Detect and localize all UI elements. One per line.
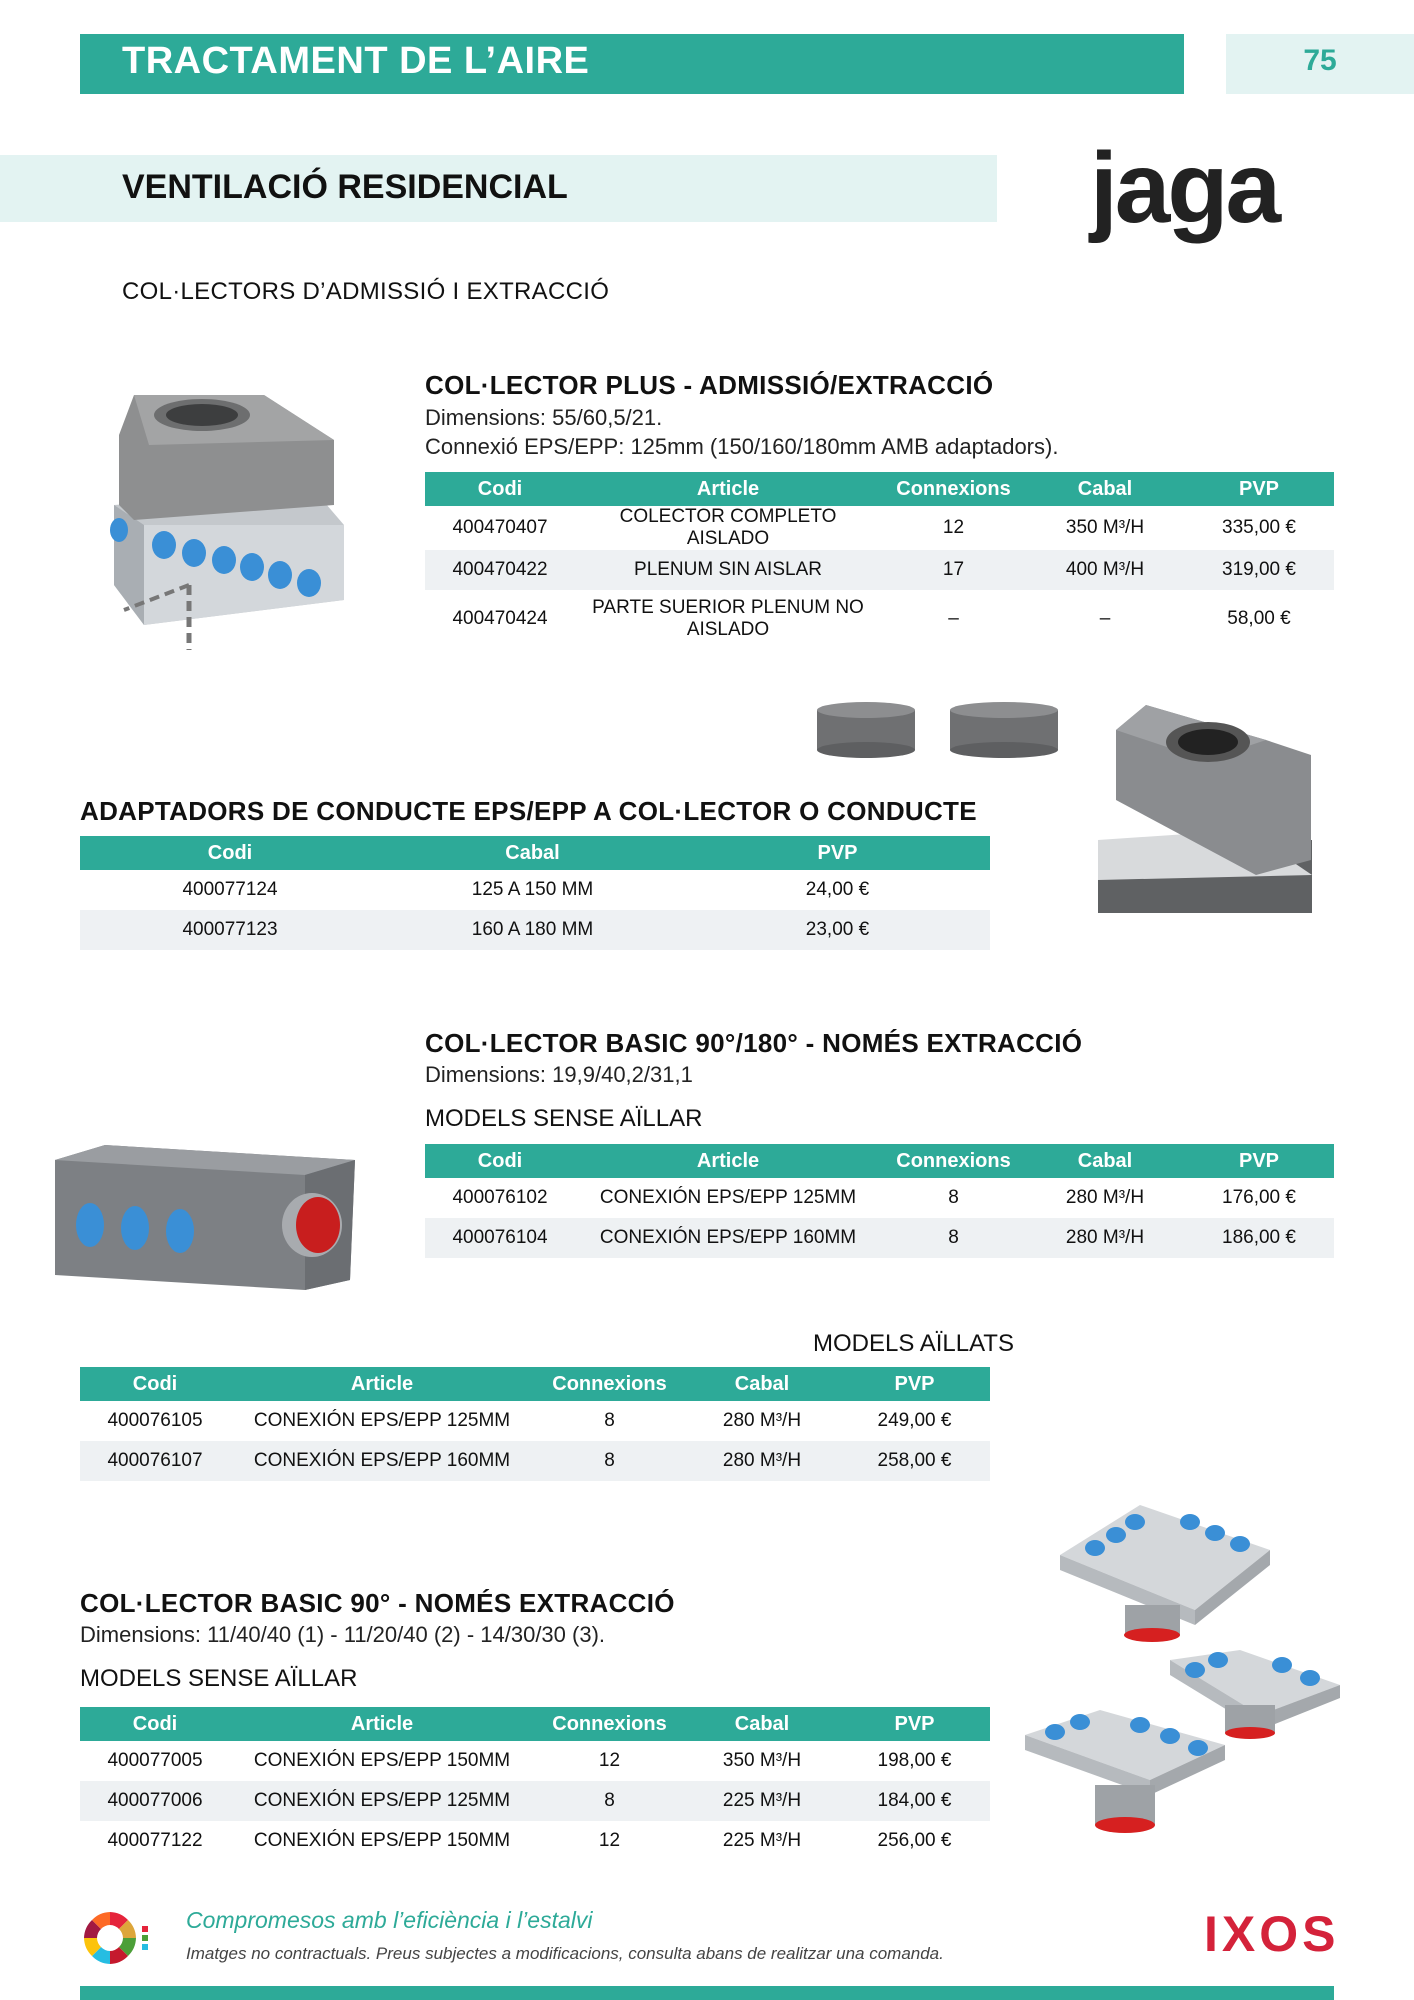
section-title: VENTILACIÓ RESIDENCIAL	[122, 168, 568, 206]
subsection-title: COL·LECTORS D’ADMISSIÓ I EXTRACCIÓ	[122, 278, 610, 305]
cell-flow: 280 M³/H	[722, 1410, 802, 1431]
column-header: Cabal	[1026, 472, 1184, 506]
table-row	[425, 506, 1334, 550]
column-header: PVP	[839, 1707, 990, 1741]
table-row	[80, 1441, 990, 1481]
table-row	[80, 1401, 990, 1441]
column-header: Codi	[80, 1707, 230, 1741]
column-header: Connexions	[881, 472, 1026, 506]
column-header: Connexions	[534, 1707, 685, 1741]
cell-price: 186,00 €	[1184, 1218, 1334, 1258]
cell-price: 319,00 €	[1184, 550, 1334, 590]
product-plus-table	[425, 472, 1334, 648]
column-header: PVP	[685, 836, 990, 870]
cell-code: 400077005	[107, 1750, 203, 1771]
cell-price: 184,00 €	[839, 1781, 990, 1821]
cell-code: 400076105	[107, 1410, 203, 1431]
footer-tagline: Compromesos amb l’eficiència i l’estalvi	[186, 1907, 593, 1933]
cell-code: 400077123	[80, 910, 380, 950]
cell-article: CONEXIÓN EPS/EPP 160MM	[230, 1441, 534, 1481]
collector-plus-image	[74, 385, 364, 655]
table-header-row	[425, 1144, 1334, 1178]
column-header: Codi	[80, 1367, 230, 1401]
column-header: Connexions	[881, 1144, 1026, 1178]
ixos-logo: IXOS	[1204, 1906, 1340, 1962]
table-row	[80, 910, 990, 950]
cell-code: 400077124	[182, 879, 278, 900]
cell-flow: 225 M³/H	[685, 1781, 839, 1821]
cell-price: 23,00 €	[685, 910, 990, 950]
basic-90-180-models-insulated: MODELS AÏLLATS	[813, 1330, 1014, 1357]
cell-flow: –	[1099, 608, 1111, 629]
cell-price: 24,00 €	[805, 879, 870, 900]
page-title: TRACTAMENT DE L’AIRE	[122, 40, 590, 82]
column-header: Cabal	[685, 1707, 839, 1741]
cell-price: 176,00 €	[1222, 1187, 1296, 1208]
cell-connections: 8	[881, 1218, 1026, 1258]
table-row	[80, 1781, 990, 1821]
adapter-rings-image	[812, 700, 1062, 760]
table-row	[425, 1218, 1334, 1258]
cell-connections: –	[948, 608, 959, 629]
cell-article: PLENUM SIN AISLAR	[575, 550, 881, 590]
cell-price: 258,00 €	[839, 1441, 990, 1481]
column-header: Article	[575, 472, 881, 506]
product-plus-dimensions: Dimensions: 55/60,5/21.	[425, 405, 663, 430]
column-header: Codi	[80, 836, 380, 870]
cell-flow: 280 M³/H	[1026, 1218, 1184, 1258]
cell-flow: 160 A 180 MM	[380, 910, 685, 950]
column-header: Cabal	[380, 836, 685, 870]
cell-flow: 400 M³/H	[1026, 550, 1184, 590]
cell-article: CONEXIÓN EPS/EPP 150MM	[253, 1830, 511, 1851]
cell-code: 400470422	[425, 550, 575, 590]
plenum-top-image	[1096, 700, 1316, 915]
basic-90-180-table	[425, 1144, 1334, 1258]
cell-code: 400470407	[452, 517, 548, 538]
cell-price: 58,00 €	[1227, 608, 1291, 629]
cell-article: CONEXIÓN EPS/EPP 150MM	[253, 1750, 511, 1771]
cell-flow: 225 M³/H	[722, 1830, 802, 1851]
cell-article: COLECTOR COMPLETO AISLADO	[619, 506, 837, 549]
footer-bar	[80, 1986, 1334, 2000]
cell-flow: 280 M³/H	[1065, 1187, 1145, 1208]
brand-logo: jaga	[1090, 132, 1279, 244]
page-number: 75	[1303, 44, 1337, 77]
basic-90-models-uninsulated: MODELS SENSE AÏLLAR	[80, 1665, 358, 1692]
basic-90-180-title: COL·LECTOR BASIC 90°/180° - NOMÉS EXTRACCIÓ	[425, 1028, 1083, 1058]
cell-connections: 12	[598, 1830, 621, 1851]
table-row	[80, 1821, 990, 1861]
cell-price: 249,00 €	[877, 1410, 952, 1431]
adapters-title: ADAPTADORS DE CONDUCTE EPS/EPP A COL·LECTOR O CONDUCTE	[80, 796, 977, 826]
column-header: PVP	[1184, 472, 1334, 506]
column-header: Connexions	[534, 1367, 685, 1401]
product-plus-connection: Connexió EPS/EPP: 125mm (150/160/180mm AMB adaptadors).	[425, 434, 1059, 459]
cell-article: CONEXIÓN EPS/EPP 125MM	[230, 1781, 534, 1821]
basic-90-180-insulated-table	[80, 1367, 990, 1481]
basic-90-180-dimensions: Dimensions: 19,9/40,2/31,1	[425, 1062, 693, 1087]
table-header-row	[80, 836, 990, 870]
cell-price: 256,00 €	[877, 1830, 952, 1851]
cell-article: CONEXIÓN EPS/EPP 160MM	[575, 1218, 881, 1258]
column-header: Codi	[425, 1144, 575, 1178]
column-header: Cabal	[685, 1367, 839, 1401]
basic-90-title: COL·LECTOR BASIC 90° - NOMÉS EXTRACCIÓ	[80, 1588, 675, 1618]
cell-article: PARTE SUERIOR PLENUM NO AISLADO	[592, 597, 864, 640]
cell-connections: 17	[881, 550, 1026, 590]
table-row	[425, 1178, 1334, 1218]
cell-code: 400076102	[452, 1187, 548, 1208]
cell-price: 198,00 €	[877, 1750, 952, 1771]
column-header: PVP	[839, 1367, 990, 1401]
cell-code: 400076107	[80, 1441, 230, 1481]
column-header: Article	[230, 1367, 534, 1401]
cell-article: CONEXIÓN EPS/EPP 125MM	[253, 1410, 511, 1431]
cell-connections: 12	[598, 1750, 621, 1771]
column-header: PVP	[1184, 1144, 1334, 1178]
cell-connections: 12	[942, 517, 965, 538]
collector-basic-90-image	[1020, 1500, 1360, 1855]
column-header: Article	[575, 1144, 881, 1178]
table-header-row	[80, 1367, 990, 1401]
cell-flow: 280 M³/H	[685, 1441, 839, 1481]
table-row	[425, 550, 1334, 590]
column-header: Article	[230, 1707, 534, 1741]
adapters-table	[80, 836, 990, 950]
cell-connections: 8	[604, 1410, 615, 1431]
cell-flow: 350 M³/H	[722, 1750, 802, 1771]
collector-basic-90-180-image	[50, 1140, 360, 1295]
table-row	[80, 870, 990, 910]
table-header-row	[425, 472, 1334, 506]
cell-flow: 125 A 150 MM	[471, 879, 594, 900]
cell-connections: 8	[534, 1781, 685, 1821]
basic-90-table	[80, 1707, 990, 1861]
cell-code: 400076104	[425, 1218, 575, 1258]
table-row	[80, 1741, 990, 1781]
basic-90-dimensions: Dimensions: 11/40/40 (1) - 11/20/40 (2) - 14/30/30 (3).	[80, 1622, 606, 1647]
table-header-row	[80, 1707, 990, 1741]
agenda-2030-logo	[80, 1908, 162, 1968]
table-row	[425, 590, 1334, 648]
column-header: Codi	[425, 472, 575, 506]
column-header: Cabal	[1026, 1144, 1184, 1178]
cell-connections: 8	[948, 1187, 959, 1208]
cell-price: 335,00 €	[1222, 517, 1296, 538]
cell-article: CONEXIÓN EPS/EPP 125MM	[599, 1187, 857, 1208]
footer-note: Imatges no contractuals. Preus subjectes a modificacions, consulta abans de realitzar una comanda.	[186, 1944, 944, 1963]
cell-code: 400077122	[107, 1830, 203, 1851]
product-plus-title: COL·LECTOR PLUS - ADMISSIÓ/EXTRACCIÓ	[425, 370, 994, 400]
cell-flow: 350 M³/H	[1065, 517, 1145, 538]
basic-90-180-models-uninsulated: MODELS SENSE AÏLLAR	[425, 1105, 703, 1132]
cell-connections: 8	[534, 1441, 685, 1481]
cell-code: 400077006	[80, 1781, 230, 1821]
cell-code: 400470424	[452, 608, 548, 629]
